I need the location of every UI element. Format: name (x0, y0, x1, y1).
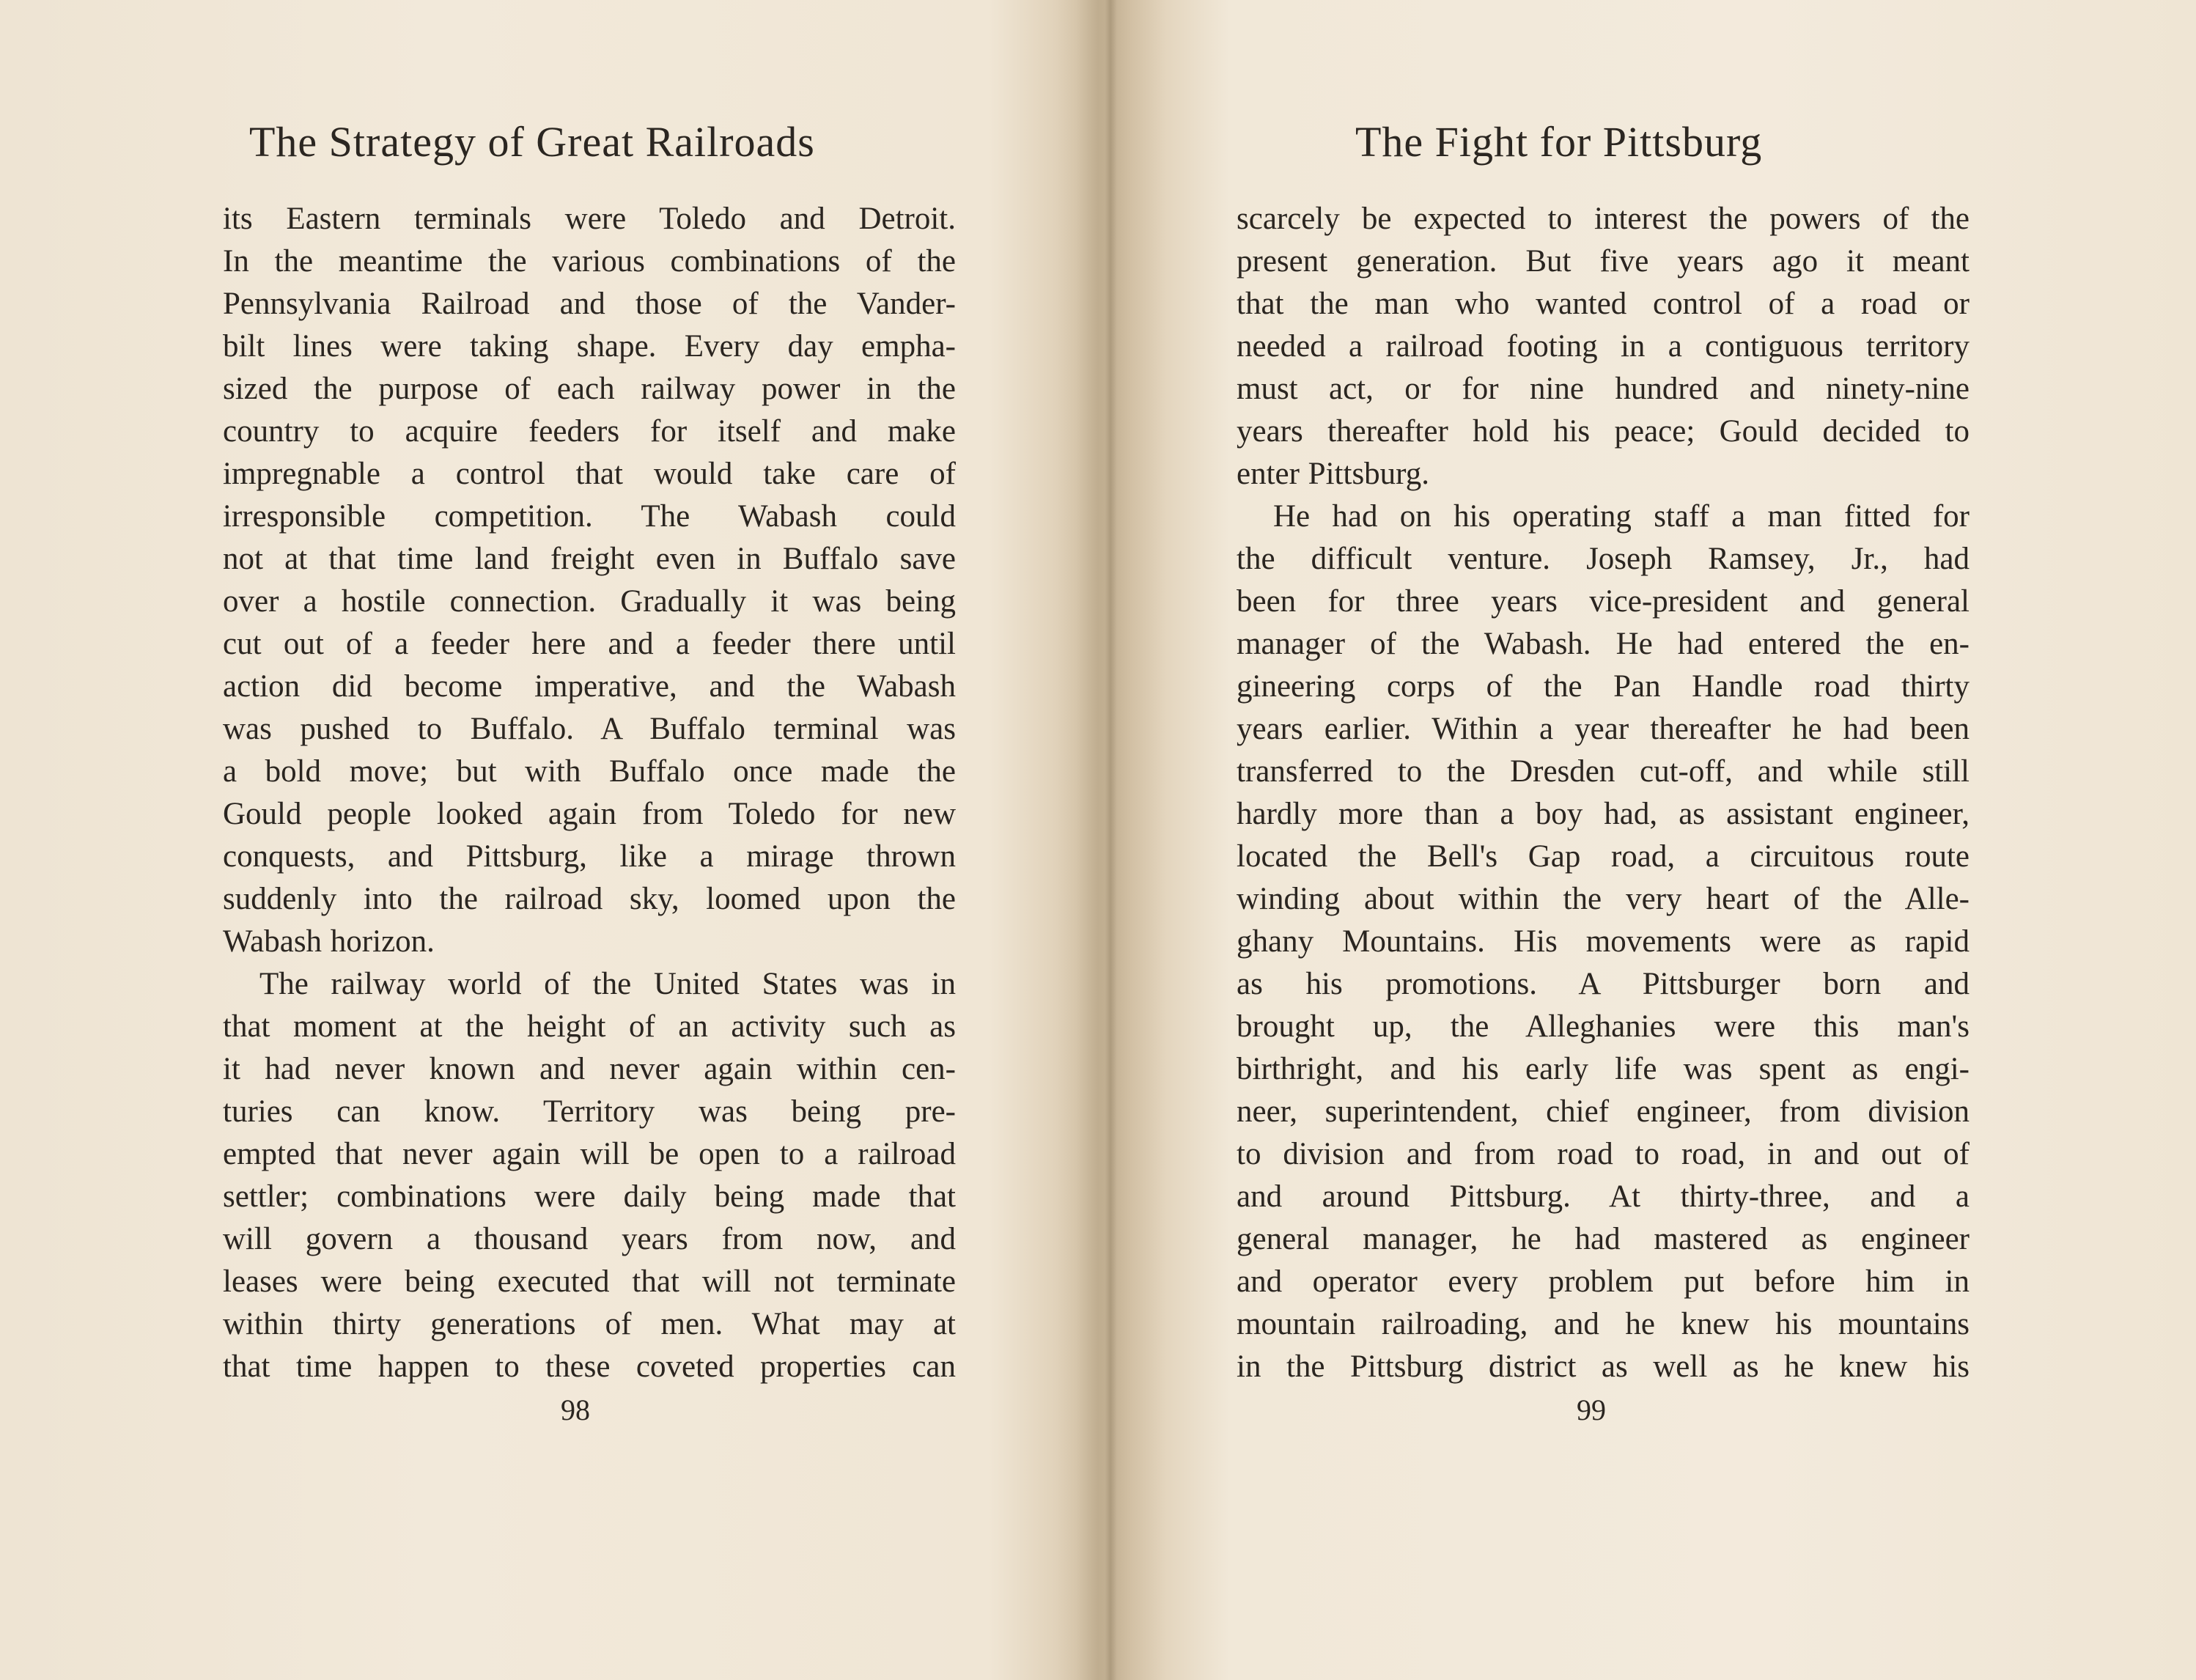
left-page (0, 0, 1092, 1680)
left-page-text-line: irresponsible competition. The Wabash could (223, 499, 956, 534)
right-page-text-line: located the Bell's Gap road, a circuitous route (1237, 839, 1970, 874)
right-body-text (1237, 198, 1970, 1388)
left-page-text-line: The railway world of the United States was in (259, 967, 956, 1001)
right-page-text-line: neer, superintendent, chief engineer, from division (1237, 1094, 1970, 1129)
left-page-text-line: turies can know. Territory was being pre- (223, 1094, 956, 1129)
left-page-text-line: leases were being executed that will not terminate (223, 1264, 956, 1299)
right-page-text-line: in the Pittsburg district as well as he knew his (1237, 1349, 1970, 1384)
left-page-number: 98 (561, 1393, 590, 1426)
right-page-text-line: gineering corps of the Pan Handle road thirty (1237, 669, 1970, 704)
right-page-text-line: present generation. But five years ago it meant (1237, 244, 1970, 279)
left-page-text-line: suddenly into the railroad sky, loomed upon the (223, 882, 956, 916)
right-page (1097, 0, 2196, 1680)
right-running-head: The Fight for Pittsburg (1355, 118, 1763, 166)
right-page-text-line: needed a railroad footing in a contiguous territory (1237, 329, 1970, 364)
left-page-text-line: over a hostile connection. Gradually it was being (223, 584, 956, 619)
left-page-text-line: will govern a thousand years from now, and (223, 1222, 956, 1256)
right-page-text-line: years earlier. Within a year thereafter he had been (1237, 712, 1970, 746)
right-page-text-line: birthright, and his early life was spent as engi- (1237, 1052, 1970, 1086)
right-page-text-line: general manager, he had mastered as engineer (1237, 1222, 1970, 1256)
left-page-text-line: it had never known and never again within cen- (223, 1052, 956, 1086)
right-page-text-line: that the man who wanted control of a road or (1237, 287, 1970, 321)
left-page-text-line: action did become imperative, and the Wabash (223, 669, 956, 704)
left-page-text-line: its Eastern terminals were Toledo and Detroit. (223, 202, 956, 236)
right-page-text-line: hardly more than a boy had, as assistant engineer, (1237, 797, 1970, 831)
left-page-text-line: sized the purpose of each railway power in the (223, 372, 956, 406)
right-page-text-line: scarcely be expected to interest the powers of the (1237, 202, 1970, 236)
right-page-text-line: ghany Mountains. His movements were as rapid (1237, 924, 1970, 959)
left-page-text-line: not at that time land freight even in Buffalo save (223, 542, 956, 576)
right-page-text-line: the difficult venture. Joseph Ramsey, Jr., had (1237, 542, 1970, 576)
left-page-text-line: within thirty generations of men. What may at (223, 1307, 956, 1341)
left-body-text (223, 198, 956, 1388)
left-page-text-line: In the meantime the various combinations of the (223, 244, 956, 279)
left-page-text-line: Wabash horizon. (223, 924, 435, 959)
right-page-text-line: as his promotions. A Pittsburger born and (1237, 967, 1970, 1001)
left-running-head: The Strategy of Great Railroads (249, 118, 815, 166)
left-page-text-line: impregnable a control that would take care of (223, 457, 956, 491)
left-page-text-line: bilt lines were taking shape. Every day empha- (223, 329, 956, 364)
left-page-text-line: Pennsylvania Railroad and those of the Vander- (223, 287, 956, 321)
right-page-text-line: transferred to the Dresden cut-off, and while still (1237, 754, 1970, 789)
right-page-text-line: winding about within the very heart of the Alle- (1237, 882, 1970, 916)
right-page-text-line: brought up, the Alleghanies were this man's (1237, 1009, 1970, 1044)
right-page-text-line: and around Pittsburg. At thirty-three, and a (1237, 1179, 1970, 1214)
left-page-text-line: conquests, and Pittsburg, like a mirage thrown (223, 839, 956, 874)
left-page-text-line: empted that never again will be open to a railroad (223, 1137, 956, 1171)
left-page-text-line: that moment at the height of an activity such as (223, 1009, 956, 1044)
right-page-number: 99 (1577, 1393, 1606, 1426)
right-page-text-line: He had on his operating staff a man fitted for (1273, 499, 1970, 534)
right-page-text-line: and operator every problem put before him in (1237, 1264, 1970, 1299)
right-page-text-line: been for three years vice-president and general (1237, 584, 1970, 619)
left-page-text-line: country to acquire feeders for itself and make (223, 414, 956, 449)
left-page-text-line: was pushed to Buffalo. A Buffalo terminal was (223, 712, 956, 746)
right-page-text-line: to division and from road to road, in and out of (1237, 1137, 1970, 1171)
left-page-text-line: cut out of a feeder here and a feeder there until (223, 627, 956, 661)
right-page-text-line: manager of the Wabash. He had entered the en- (1237, 627, 1970, 661)
right-page-text-line: years thereafter hold his peace; Gould decided to (1237, 414, 1970, 449)
right-page-text-line: enter Pittsburg. (1237, 457, 1429, 491)
right-page-text-line: must act, or for nine hundred and ninety-nine (1237, 372, 1970, 406)
left-page-text-line: settler; combinations were daily being made that (223, 1179, 956, 1214)
left-page-text-line: that time happen to these coveted properties can (223, 1349, 956, 1384)
right-page-text-line: mountain railroading, and he knew his mountains (1237, 1307, 1970, 1341)
left-page-text-line: a bold move; but with Buffalo once made the (223, 754, 956, 789)
left-page-text-line: Gould people looked again from Toledo for new (223, 797, 956, 831)
